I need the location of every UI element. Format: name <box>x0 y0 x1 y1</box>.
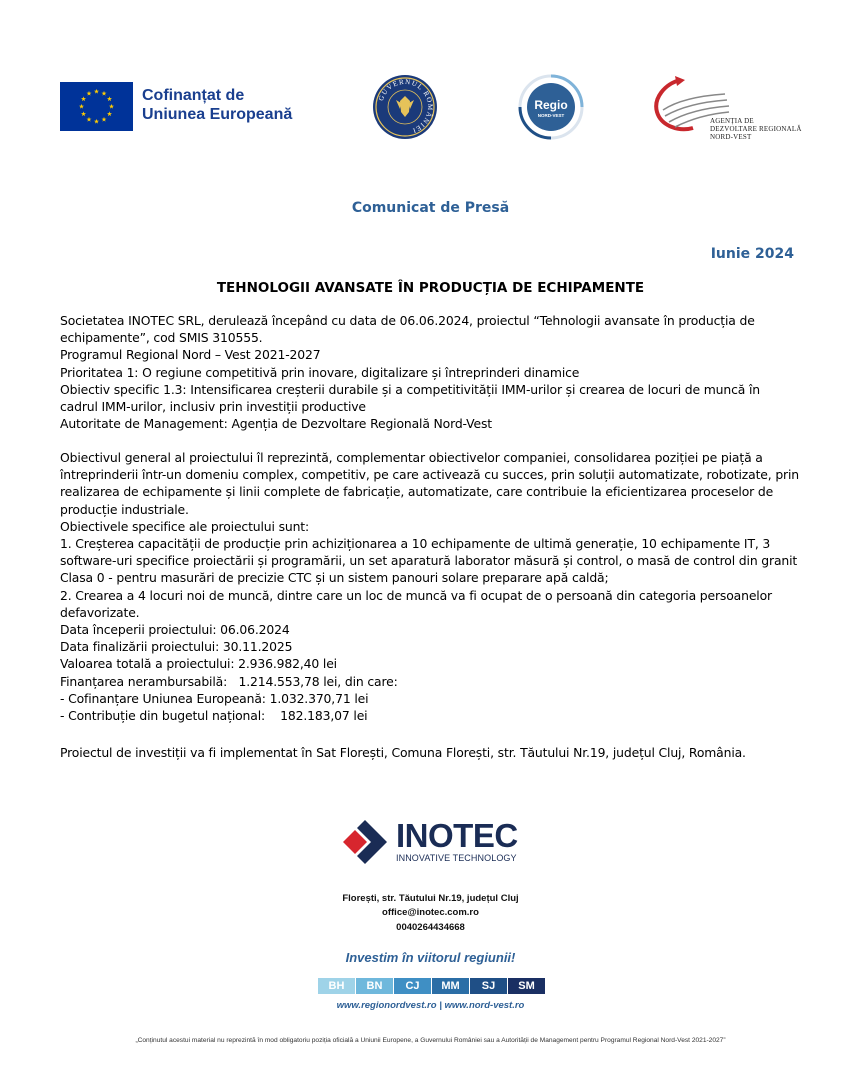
non-refundable-funding: Finanțarea nerambursabilă: 1.214.553,78 lei, din care: <box>60 673 398 689</box>
end-date: Data finalizării proiectului: 30.11.2025 <box>60 639 293 655</box>
county-sm: SM <box>508 978 545 994</box>
eu-star-icon <box>79 104 84 109</box>
slogan: Investim în viitorul regiunii! <box>345 950 516 965</box>
eu-text-line2: Uniunea Europeană <box>142 106 293 123</box>
eu-star-icon <box>87 91 92 96</box>
eu-cofinance-text <box>142 86 292 124</box>
specific-objective-2: 2. Crearea a 4 locuri noi de muncă, dintre care un loc de muncă va fi ocupat de o persoană din categoria persoanelor defavorizate. <box>60 587 772 620</box>
adr-line2: DEZVOLTARE REGIONALĂ <box>710 125 802 133</box>
press-release-label: Comunicat de Presă <box>351 200 510 216</box>
specific-objectives-heading: Obiectivele specifice ale proiectului sunt: <box>60 518 310 534</box>
county-bn: BN <box>356 978 393 994</box>
project-intro <box>60 312 800 432</box>
inotec-tagline: INNOVATIVE TECHNOLOGY <box>396 853 517 863</box>
adr-text <box>710 117 802 141</box>
intro-priority: Prioritatea 1: O regiune competitivă prin inovare, digitalizare și întreprinderi dinamice <box>60 364 580 380</box>
intro-authority: Autoritate de Management: Agenția de Dezvoltare Regională Nord-Vest <box>60 416 492 432</box>
eu-star-icon <box>107 111 112 116</box>
project-location: Proiectul de investiții va fi implementat în Sat Florești, Comuna Florești, str. Tăutului Nr.19, județul Cluj, România. <box>60 745 746 760</box>
inotec-logo-mark <box>343 820 387 864</box>
county-bh: BH <box>318 978 355 994</box>
eu-star-icon <box>87 117 92 122</box>
county-bar <box>318 978 546 994</box>
inotec-company-name: INOTEC <box>396 817 518 854</box>
start-date: Data începerii proiectului: 06.06.2024 <box>60 622 290 638</box>
total-value: Valoarea totală a proiectului: 2.936.982,40 lei <box>60 656 337 672</box>
eu-text-line1: Cofinanțat de <box>142 87 245 104</box>
document-title: TEHNOLOGII AVANSATE ÎN PRODUCȚIA DE ECHIPAMENTE <box>216 280 645 296</box>
county-sj: SJ <box>470 978 507 994</box>
eu-cofinancing: - Cofinanțare Uniunea Europeană: 1.032.370,71 lei <box>60 690 369 706</box>
eu-star-icon <box>81 96 86 101</box>
project-details <box>60 449 800 724</box>
adr-line3: NORD-VEST <box>710 133 752 141</box>
specific-objective-1: 1. Creșterea capacității de producție prin achiziționarea a 10 echipamente de ultimă generație, 10 echipamente IT, 3 software-uri specifice proiectării și programării, un set aparatură laborator măsură și control, o masă de control din granit Clasa 0 - pentru masurări de precizie CTC și un sistem panouri solare preparare apă caldă; <box>60 536 798 586</box>
county-cj: CJ <box>394 978 431 994</box>
county-mm: MM <box>432 978 469 994</box>
eu-star-icon <box>107 96 112 101</box>
release-date: Iunie 2024 <box>710 246 794 262</box>
adr-line1: AGENȚIA DE <box>710 117 754 125</box>
regio-text: Regio <box>534 98 568 112</box>
seal-text: GUVERNUL ROMÂNIEI <box>376 77 435 135</box>
eu-star-icon <box>109 104 114 109</box>
intro-program: Programul Regional Nord – Vest 2021-2027 <box>60 347 321 363</box>
government-seal-logo <box>372 74 438 140</box>
eu-star-icon <box>102 91 107 96</box>
company-phone: 0040264434668 <box>396 922 465 933</box>
eu-stars-icon <box>60 82 133 131</box>
intro-objective: Obiectiv specific 1.3: Intensificarea creșterii durabile și a competitivității IMM-urilor și crearea de locuri de muncă în cadrul IMM-urilor, inclusiv prin investiții productive <box>60 381 760 415</box>
eu-star-icon <box>102 117 107 122</box>
company-email: office@inotec.com.ro <box>382 907 479 918</box>
disclaimer: „Conținutul acestui material nu reprezintă în mod obligatoriu poziția oficială a Uniunii Europene, a Guvernului României sau a Autorității de Management pentru Programul Regional Nord-Vest 2021-2027” <box>135 1037 726 1044</box>
intro-paragraph: Societatea INOTEC SRL, derulează începând cu data de 06.06.2024, proiectul “Tehnologii avansate în producția de echipamente”, cod SMIS 310555. <box>60 313 755 346</box>
websites-link[interactable]: www.regionordvest.ro | www.nord-vest.ro <box>336 1000 525 1011</box>
company-address: Florești, str. Tăutului Nr.19, județul Cluj <box>342 893 519 904</box>
eu-star-icon <box>81 111 86 116</box>
regio-subtext: NORD-VEST <box>537 113 565 118</box>
eu-star-icon <box>94 89 99 94</box>
regio-logo <box>518 74 584 140</box>
national-contribution: - Contribuție din bugetul național: 182.183,07 lei <box>60 708 368 724</box>
general-objective: Obiectivul general al proiectului îl reprezintă, complementar obiectivelor companiei, consolidarea poziției pe piață a întreprinderii într-un domeniu complex, competitiv, pe care activează cu succes, prin soluții automatizate, robotizate, prin realizarea de echipamente și linii complete de fabricație, automatizate, care contribuie la eficientizarea proceselor de producție industriale. <box>60 450 799 517</box>
eu-flag-logo <box>60 82 133 131</box>
eu-star-icon <box>94 119 99 124</box>
